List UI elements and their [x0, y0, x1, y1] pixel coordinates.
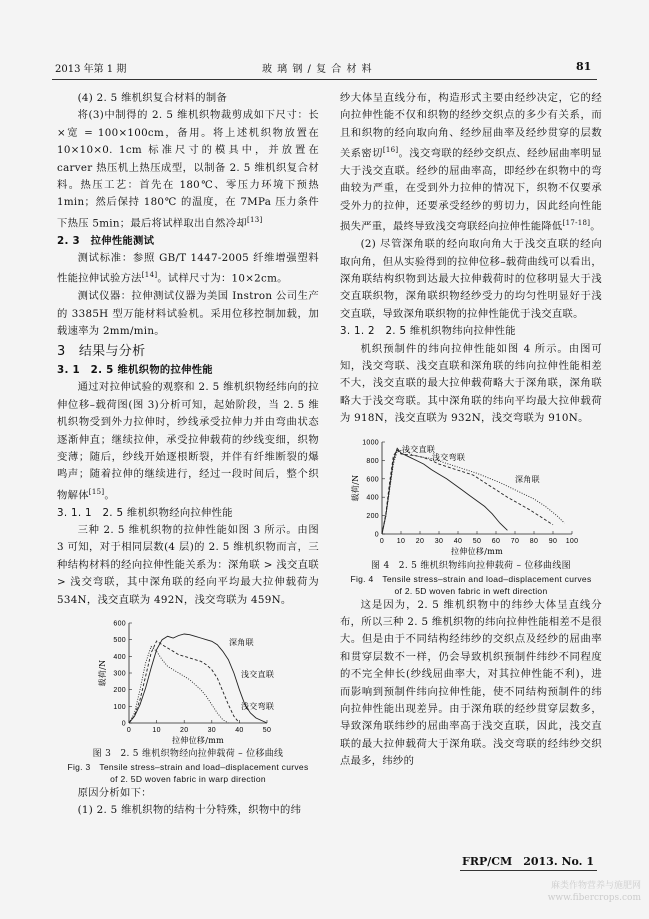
- left-column: [57, 90, 319, 820]
- series-label: 深角联: [515, 474, 540, 484]
- y-tick-label: 1000: [362, 439, 379, 447]
- x-tick-label: 30: [207, 727, 216, 735]
- paragraph-text: 。浅交弯联的经纱交织点、经纱屈曲率明显大于浅交直联。经纱的屈曲率高，即经纱在织物中的弯曲较为严重，在受到外力拉伸的情况下，织物不仅要承受外力的拉伸，还要承受经纱的剪切力，因此经向性能损失严重，最终导致浅交弯联经向拉伸性能降低: [340, 147, 602, 233]
- figure-3-caption-en: Fig. 3 Tensile stress–strain and load–displacement curves: [67, 762, 309, 773]
- series-label: 浅交直联: [241, 670, 275, 680]
- x-tick-label: 30: [434, 537, 444, 545]
- header-rule: [52, 79, 597, 80]
- x-tick-label: 50: [472, 537, 482, 545]
- x-tick-label: 10: [152, 727, 161, 735]
- x-tick-label: 40: [453, 537, 463, 545]
- watermark-line: www.fibercrops.com: [547, 893, 641, 903]
- series-label: 深角联: [229, 638, 254, 648]
- y-tick-label: 200: [113, 687, 126, 695]
- y-tick-label: 0: [374, 531, 379, 539]
- x-axis-label: 拉伸位移/mm: [172, 736, 224, 746]
- section-heading: 3 结果与分析: [57, 343, 146, 359]
- figure-3-chart: [57, 613, 319, 748]
- y-tick-label: 300: [113, 670, 126, 678]
- reference-marker: [16]: [382, 146, 399, 155]
- series-line: [382, 449, 564, 534]
- series-label: 浅交直联: [402, 444, 436, 454]
- paragraph: [57, 107, 319, 232]
- x-tick-label: 0: [379, 537, 385, 545]
- y-tick-label: 500: [113, 637, 126, 645]
- figure-4-chart: [340, 432, 602, 560]
- reference-marker: [15]: [88, 487, 105, 496]
- figure-3-caption: 图 3 2. 5 维机织物经向拉伸载荷 – 位移曲线: [92, 749, 284, 760]
- figure-3: [57, 613, 319, 748]
- paragraph: 原因分析如下：: [77, 787, 152, 800]
- figure-4-caption: 图 4 2. 5 维机织物纬向拉伸载荷 – 位移曲线图: [371, 560, 571, 571]
- right-column: [340, 90, 602, 771]
- y-axis-label: 载荷/N: [351, 474, 360, 502]
- header-page-number: 81: [576, 60, 592, 73]
- series-label: 浅交弯联: [241, 702, 275, 712]
- series-line: [129, 641, 239, 723]
- header-issue: 2013 年第 1 期: [55, 64, 127, 75]
- footer-rule: [460, 870, 597, 871]
- figure-4-caption-en: Fig. 4 Tensile stress–strain and load–displacement curves: [350, 573, 592, 584]
- y-tick-label: 800: [366, 457, 379, 465]
- paragraph: 三种 2. 5 维机织物的拉伸性能如图 3 所示。由图 3 可知，对于相同层数(4 层)的 2. 5 维机织物而言，三种结构材料的经向拉伸性能关系为：深角联 > 浅交直联 > 浅交弯联，其中深角联的经向平均最大拉伸载荷为 534N，浅交直联为 492N，浅交弯联为 459N。: [57, 524, 319, 606]
- y-tick-label: 400: [113, 653, 126, 661]
- x-tick-label: 90: [548, 537, 558, 545]
- x-tick-label: 0: [126, 727, 132, 735]
- x-axis-label: 拉伸位移/mm: [451, 546, 503, 556]
- y-tick-label: 600: [113, 620, 126, 628]
- x-tick-label: 60: [491, 537, 501, 545]
- header-journal: 玻 璃 钢 / 复 合 材 料: [262, 64, 373, 75]
- section-heading: 2. 3 拉伸性能测试: [57, 234, 155, 247]
- x-tick-label: 10: [396, 537, 406, 545]
- figure-3-caption-en: of 2. 5D woven fabric in warp direction: [110, 774, 266, 785]
- paragraph-text: 将(3)中制得的 2. 5 维机织物裁剪成如下尺寸：长×宽 = 100×100cm，备用。将上述机织物放置在 10×10×0. 1cm 标准尺寸的模具中，并放置在 carver 热压机上热压成型，以制备 2. 5 维机织复合材料。热压工艺：首先在 180℃、零压力环境下预热 1min；然后保持 180℃ 的温度，在 7MPa 压力条件下热压 5min；最后将试样取出自然冷却: [57, 109, 319, 230]
- x-tick-label: 100: [565, 537, 579, 545]
- y-tick-label: 400: [366, 494, 379, 502]
- y-tick-label: 100: [113, 703, 126, 711]
- paragraph: 机织预制件的纬向拉伸性能如图 4 所示。由图可知，浅交弯联、浅交直联和深角联的纬向拉伸性能相差不大，浅交直联的最大拉伸载荷略大于深角联，深角联略大于浅交弯联。其中深角联的纬向平均最大拉伸载荷为 918N，浅交直联为 932N，浅交弯联为 910N。: [340, 342, 602, 425]
- y-tick-label: 200: [366, 512, 379, 520]
- y-tick-label: 0: [121, 720, 126, 728]
- reference-marker: [14]: [141, 271, 158, 280]
- paragraph-text: 纱大体呈直线分布，构造形式主要由经纱决定，它的经向拉伸性能不仅和织物的经纱交织点的多少有关系，而且和织物的经向取向角、经纱屈曲率及经纱贯穿的层数关系密切: [340, 92, 602, 160]
- x-tick-label: 20: [180, 727, 189, 735]
- series-line: [382, 450, 553, 534]
- paragraph-text: 。: [104, 489, 115, 502]
- section-heading: 3. 1 2. 5 维机织物的拉伸性能: [57, 363, 213, 376]
- paragraph: 这是因为，2. 5 维机织物中的纬纱大体呈直线分布，所以三种 2. 5 维机织物的纬向拉伸性能相差不是很大。但是由于不同结构经纬纱的交织点及经纱的屈曲率和贯穿层数不一样，仍会导致机织预制件纬纱不同程度的不完全伸长(纱线屈曲率大，对其拉伸性能不利)，进而影响到预制件纬向拉伸性能，使不同结构预制件的纬向拉伸性能出现差异。由于深角联的经纱贯穿层数多，导致深角联纬纱的屈曲率高于浅交直联，因此，浅交直联的最大拉伸载荷大于深角联。浅交弯联的经纬纱交织点最多，纬纱的: [340, 598, 602, 768]
- figure-4-caption-en: of 2. 5D woven fabric in weft direction: [394, 585, 548, 596]
- paragraph-text: 。试样尺寸为：10×2cm。: [157, 272, 288, 285]
- paragraph: (1) 2. 5 维机织物的结构十分特殊，织物中的纬: [77, 804, 302, 817]
- x-tick-label: 40: [235, 727, 244, 735]
- paragraph-text: 通过对拉伸试验的观察和 2. 5 维机织物经纬向的拉伸位移–载荷图(图 3)分析可知，起始阶段，当 2. 5 维机织物受到外力拉伸时，纱线承受拉伸力并由弯曲状态逐渐伸直；继续拉伸，承受拉伸载荷的纱线变细，织物变薄；随后，纱线开始逐根断裂，并伴有纤维断裂的爆鸣声；随着拉伸的继续进行，经过一段时间后，整个织物解体: [57, 381, 319, 502]
- section-title: (4) 2. 5 维机织复合材料的制备: [77, 92, 228, 104]
- paragraph-text: 测试标准：参照 GB/T 1447-2005 纤维增强塑料性能拉伸试验方法: [57, 252, 319, 285]
- reference-marker: [17-18]: [562, 219, 591, 228]
- x-tick-label: 50: [262, 727, 272, 735]
- x-tick-label: 70: [510, 537, 520, 545]
- paragraph-text: 。: [590, 220, 601, 233]
- section-heading: 3. 1. 1 2. 5 维机织物经向拉伸性能: [57, 506, 233, 519]
- section-heading: 3. 1. 2 2. 5 维机织物纬向拉伸性能: [340, 325, 516, 338]
- paragraph: [57, 250, 319, 288]
- watermark: [548, 880, 641, 904]
- series-label: 浅交弯联: [432, 452, 466, 462]
- reference-marker: [13]: [246, 215, 263, 224]
- figure-4: [340, 432, 602, 560]
- y-tick-label: 600: [366, 475, 379, 483]
- x-tick-label: 80: [529, 537, 539, 545]
- paragraph: [57, 379, 319, 504]
- paragraph: (2) 尽管深角联的经向取向角大于浅交直联的经向取向角，但从实验得到的拉伸位移–载荷曲线可以看出，深角联结构织物到达最大拉伸载荷时的位移明显大于浅交直联织物，深角联织物经纱受力的均匀性明显好于浅交直联，导致深角联织物的拉伸性能优于浅交直联。: [340, 238, 602, 320]
- y-axis-label: 载荷/N: [98, 659, 107, 687]
- watermark-line: 麻类作物营养与施肥网: [550, 881, 641, 891]
- footer-issue: FRP/CM 2013. No. 1: [462, 855, 594, 868]
- paragraph: [340, 90, 602, 236]
- x-tick-label: 20: [415, 537, 425, 545]
- paragraph: 测试仪器：拉伸测试仪器为美国 Instron 公司生产的 3385H 型万能材料试验机。采用位移控制加载，加载速率为 2mm/min。: [57, 290, 319, 338]
